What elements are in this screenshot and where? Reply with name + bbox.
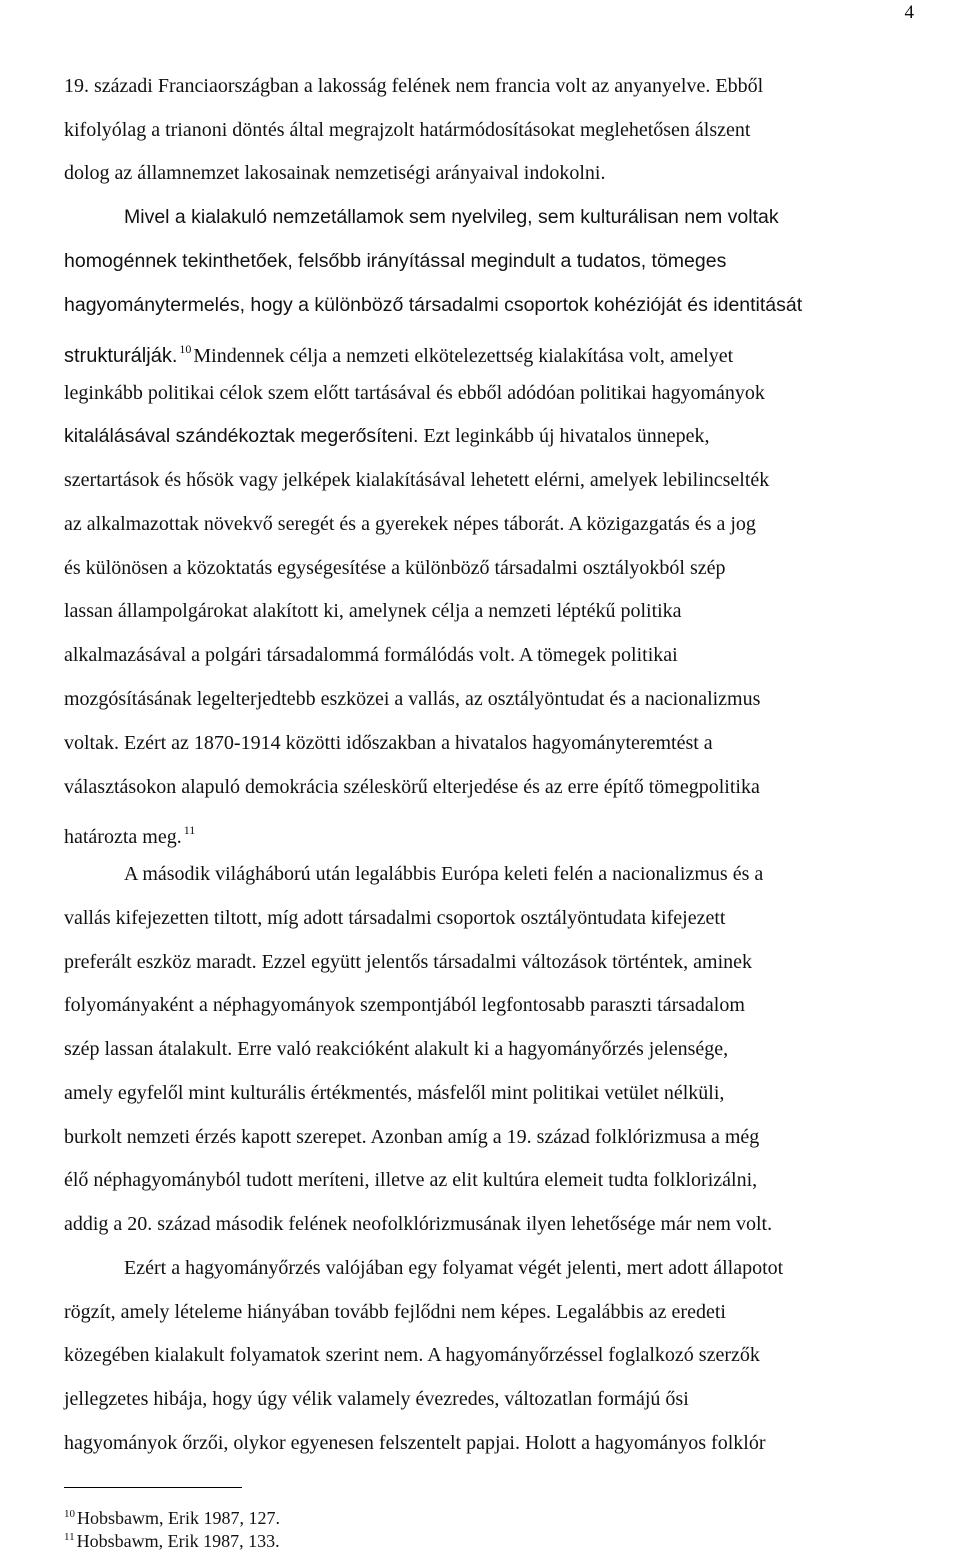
text-line: mozgósításának legelterjedtebb eszközei a vallás, az osztályöntudat és a nacionalizmus — [64, 688, 761, 710]
text-line: kifolyólag a trianoni döntés által megrajzolt határmódosításokat meglehetősen álszent — [64, 119, 751, 141]
text-line — [64, 335, 733, 370]
text-span: Mindennek célja a nemzeti elkötelezettség kialakítása volt, amelyet — [193, 345, 734, 367]
footnote-ref: 10 — [179, 342, 192, 356]
text-line: hagyományok őrzői, olykor egyenesen felszentelt papjai. Holott a hagyományos folklór — [64, 1432, 766, 1454]
text-line: jellegzetes hibája, hogy úgy vélik valamely évezredes, változatlan formájú ősi — [64, 1388, 689, 1410]
text-line: alkalmazásával a polgári társadalommá formálódás volt. A tömegek politikai — [64, 644, 678, 666]
text-line: élő néphagyományból tudott meríteni, illetve az elit kultúra elemeit tudta folklorizálni, — [64, 1169, 758, 1191]
text-span: Ezt leginkább új hivatalos ünnepek, — [423, 425, 710, 447]
footnote — [64, 1526, 280, 1552]
text-line: amely egyfelől mint kulturális értékmentés, másfelől mint politikai vetület nélküli, — [64, 1082, 725, 1104]
footnote-separator — [64, 1487, 242, 1488]
text-line: választásokon alapuló demokrácia széleskörű elterjedése és az erre építő tömegpolitika — [64, 776, 760, 798]
text-line: A második világháború után legalábbis Európa keleti felén a nacionalizmus és a — [124, 863, 764, 885]
text-line: vallás kifejezetten tiltott, míg adott társadalmi csoportok osztályöntudata kifejezett — [64, 907, 726, 929]
text-line: folyományaként a néphagyományok szempontjából legfontosabb paraszti társadalom — [64, 994, 745, 1016]
text-span: kitalálásával szándékoztak megerősíteni. — [64, 425, 419, 447]
text-span: határozta meg. — [64, 826, 182, 848]
text-line: szertartások és hősök vagy jelképek kialakításával lehetett elérni, amelyek lebilincselték — [64, 469, 770, 491]
footnote-text: Hobsbawm, Erik 1987, 127. — [77, 1508, 280, 1528]
text-line: addig a 20. század második felének neofolklórizmusának ilyen lehetősége már nem volt. — [64, 1213, 773, 1235]
text-line — [64, 422, 709, 450]
text-line: voltak. Ezért az 1870-1914 közötti időszakban a hivatalos hagyományteremtést a — [64, 732, 713, 754]
footnote-number: 10 — [64, 1508, 75, 1520]
text-line: közegében kialakult folyamatok szerint nem. A hagyományőrzéssel foglalkozó szerzők — [64, 1344, 760, 1366]
text-line: és különösen a közoktatás egységesítése a különböző társadalmi osztályokból szép — [64, 557, 726, 579]
text-line: az alkalmazottak növekvő seregét és a gyerekek népes táborát. A közigazgatás és a jog — [64, 513, 756, 535]
text-line: Mivel a kialakuló nemzetállamok sem nyelvileg, sem kulturálisan nem voltak — [124, 206, 779, 228]
text-line: rögzít, amely lételeme hiányában tovább fejlődni nem képes. Legalábbis az eredeti — [64, 1301, 726, 1323]
text-line: dolog az államnemzet lakosainak nemzetiségi arányaival indokolni. — [64, 162, 606, 184]
footnote-ref: 11 — [183, 823, 196, 837]
footnote-number: 11 — [64, 1531, 75, 1543]
text-line: burkolt nemzeti érzés kapott szerepet. Azonban amíg a 19. század folklórizmusa a még — [64, 1126, 760, 1148]
text-line: homogénnek tekinthetőek, felsőbb irányítással megindult a tudatos, tömeges — [64, 250, 727, 272]
text-line: hagyománytermelés, hogy a különböző társadalmi csoportok kohézióját és identitását — [64, 294, 803, 316]
text-span: strukturálják. — [64, 345, 178, 367]
text-line: lassan állampolgárokat alakított ki, amelynek célja a nemzeti léptékű politika — [64, 600, 682, 622]
text-line: Ezért a hagyományőrzés valójában egy folyamat végét jelenti, mert adott állapotot — [124, 1257, 784, 1279]
text-line: leginkább politikai célok szem előtt tartásával és ebből adódóan politikai hagyományok — [64, 382, 765, 404]
text-line: 19. századi Franciaországban a lakosság felének nem francia volt az anyanyelve. Ebből — [64, 75, 764, 97]
text-line: preferált eszköz maradt. Ezzel együtt jelentős társadalmi változások történtek, aminek — [64, 951, 753, 973]
text-line: szép lassan átalakult. Erre való reakcióként alakult ki a hagyományőrzés jelensége, — [64, 1038, 729, 1060]
footnote-text: Hobsbawm, Erik 1987, 133. — [76, 1531, 280, 1551]
page-number: 4 — [904, 2, 914, 23]
text-line — [64, 816, 197, 851]
